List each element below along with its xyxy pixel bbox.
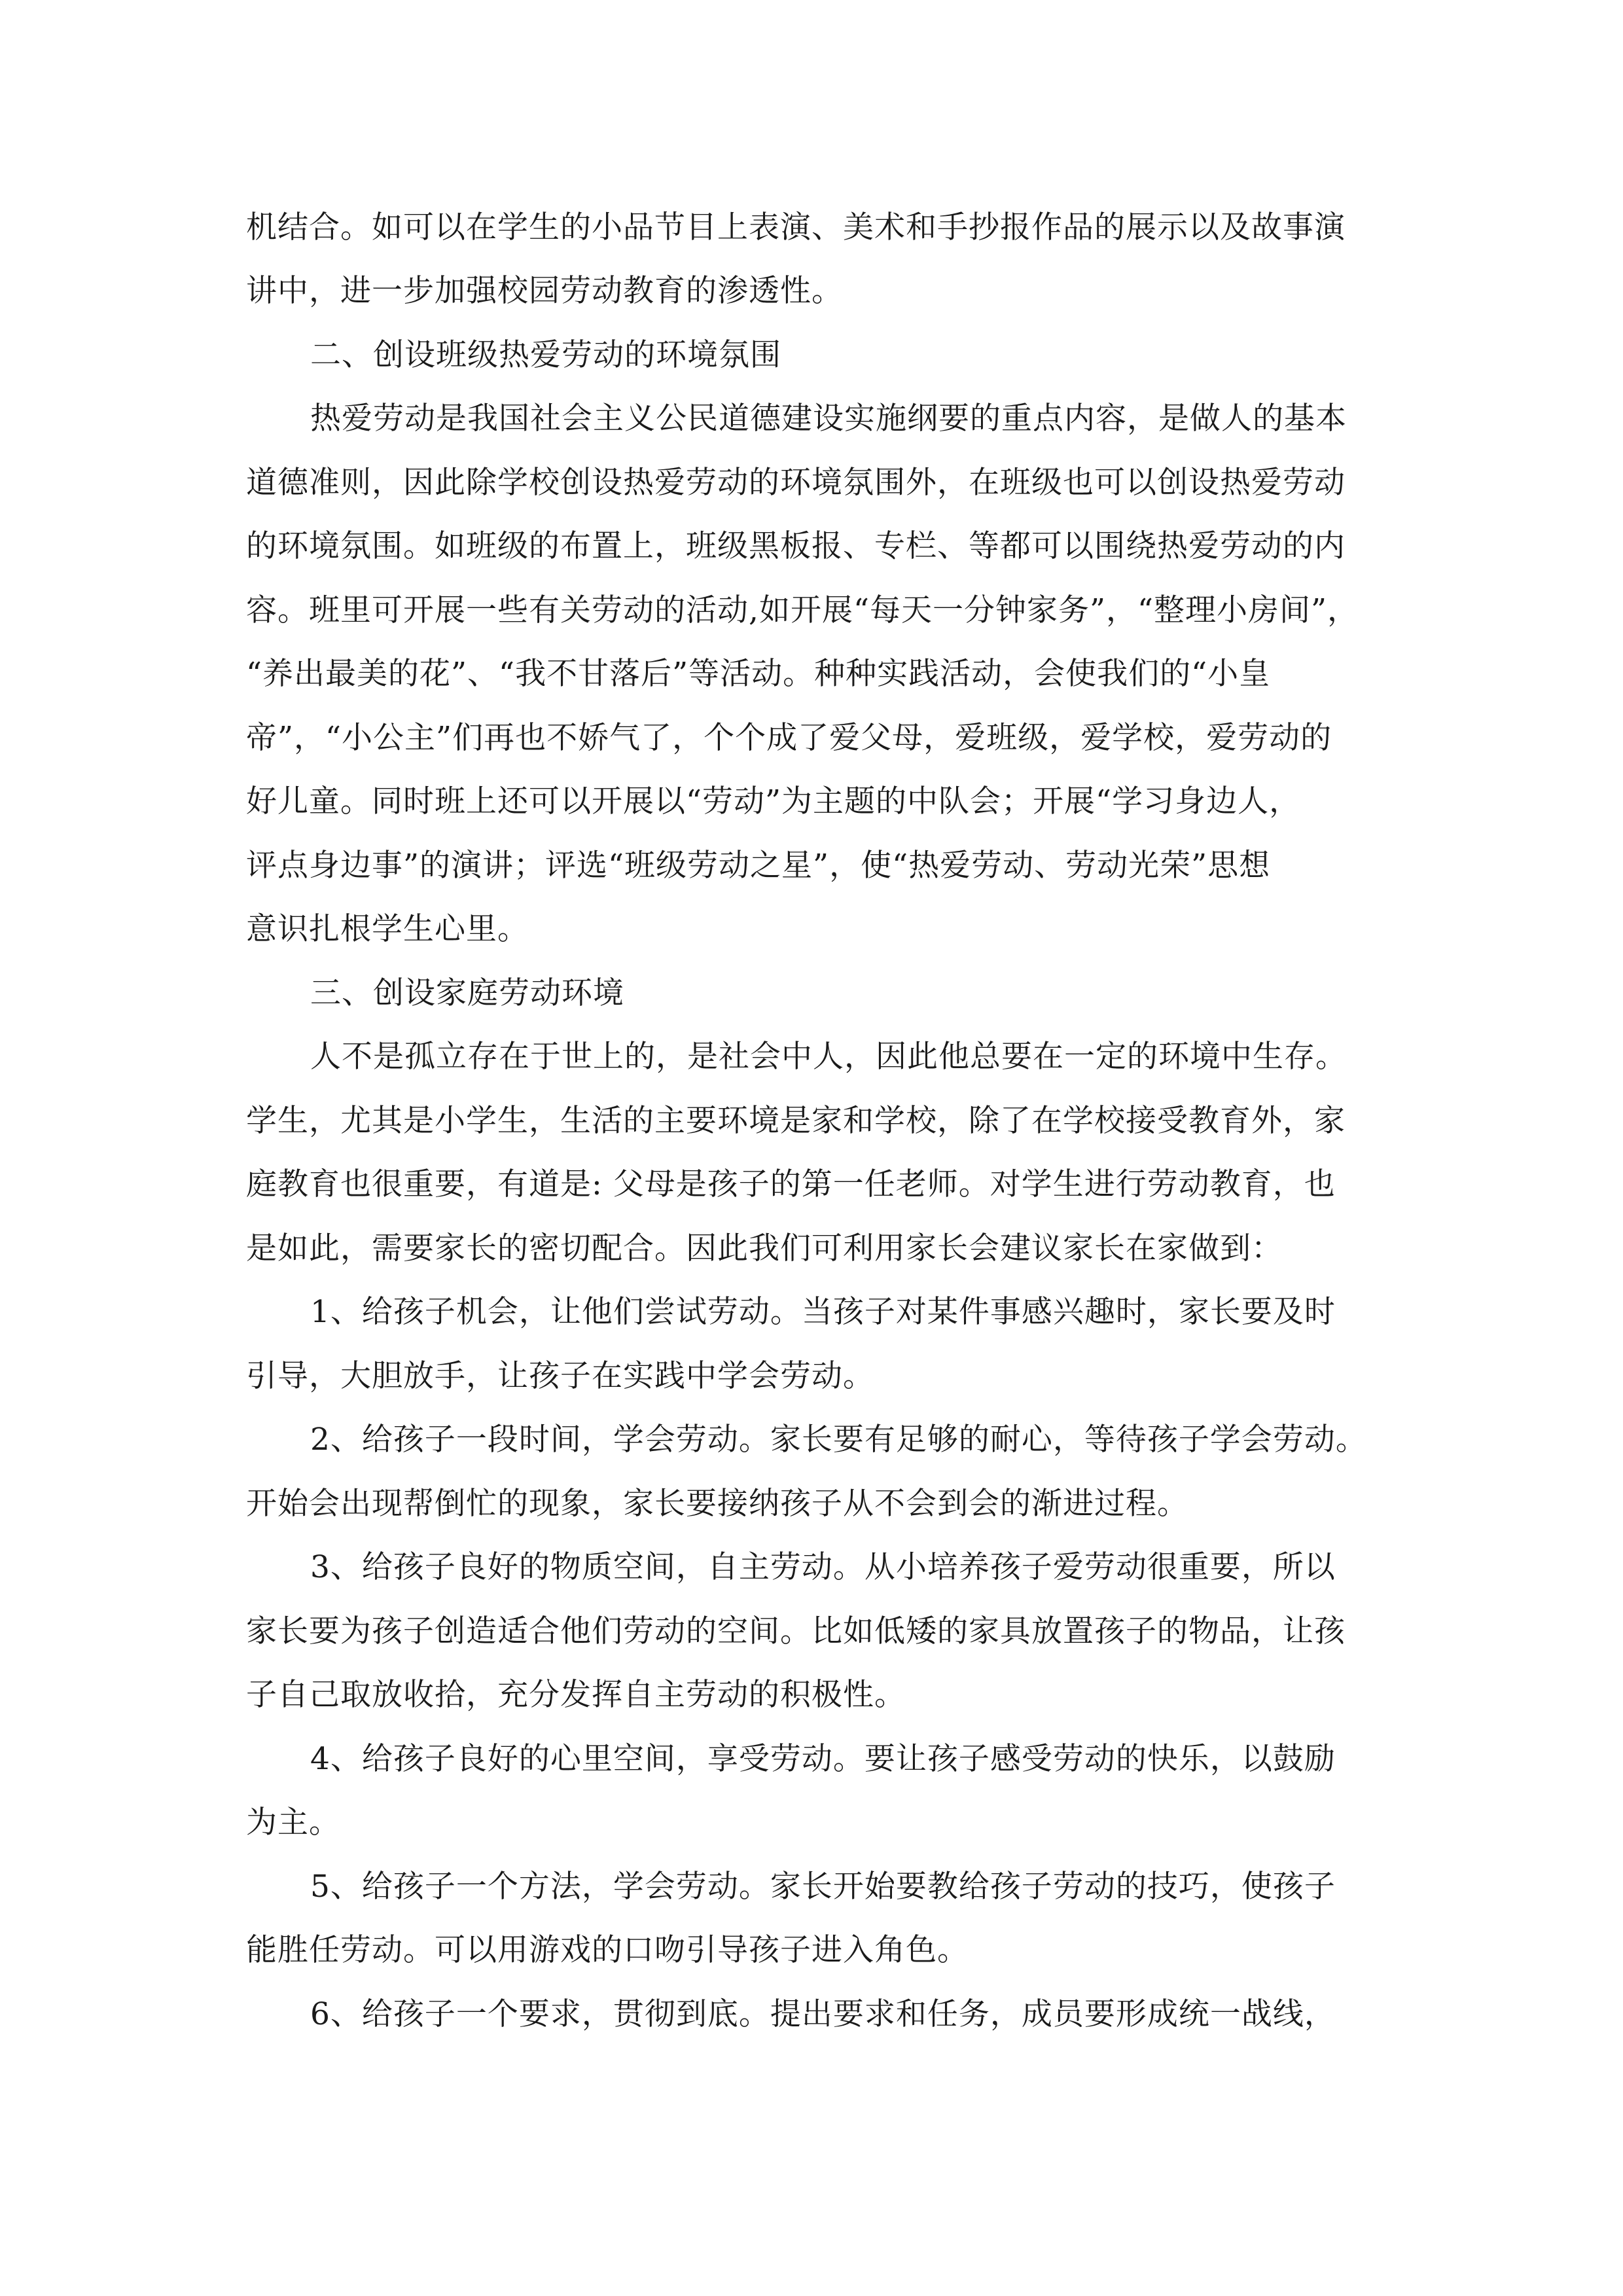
list-item: 3、给孩子良好的物质空间，自主劳动。从小培养孩子爱劳动很重要，所以 xyxy=(310,1549,1336,1585)
list-item: 1、给孩子机会，让他们尝试劳动。当孩子对某件事感兴趣时，家长要及时 xyxy=(310,1294,1336,1330)
text-line: 子自己取放收拾，充分发挥自主劳动的积极性。 xyxy=(246,1677,906,1713)
text-line: 意识扎根学生心里。 xyxy=(246,911,529,947)
text-line: 容。班里可开展一些有关劳动的活动,如开展“每天一分钟家务”，“整理小房间”， xyxy=(246,592,1359,628)
list-item: 4、给孩子良好的心里空间，享受劳动。要让孩子感受劳动的快乐，以鼓励 xyxy=(310,1741,1336,1777)
text-line: 能胜任劳动。可以用游戏的口吻引导孩子进入角色。 xyxy=(246,1932,969,1968)
text-line: “养出最美的花”、“我不甘落后”等活动。种种实践活动，会使我们的“小皇 xyxy=(246,656,1271,692)
text-line: 好儿童。同时班上还可以开展以“劳动”为主题的中队会；开展“学习身边人， xyxy=(246,783,1301,819)
text-line: 道德准则，因此除学校创设热爱劳动的环境氛围外，在班级也可以创设热爱劳动 xyxy=(246,465,1346,501)
section-heading: 二、创设班级热爱劳动的环境氛围 xyxy=(310,337,781,373)
text-line: 家长要为孩子创造适合他们劳动的空间。比如低矮的家具放置孩子的物品，让孩 xyxy=(246,1613,1346,1649)
text-line: 学生，尤其是小学生，生活的主要环境是家和学校，除了在学校接受教育外，家 xyxy=(246,1103,1346,1139)
text-line: 开始会出现帮倒忙的现象，家长要接纳孩子从不会到会的渐进过程。 xyxy=(246,1486,1188,1522)
text-line: 引导，大胆放手，让孩子在实践中学会劳动。 xyxy=(246,1358,874,1394)
text-line: 是如此，需要家长的密切配合。因此我们可利用家长会建议家长在家做到： xyxy=(246,1230,1283,1266)
section-heading: 三、创设家庭劳动环境 xyxy=(310,975,624,1011)
list-item: 5、给孩子一个方法，学会劳动。家长开始要教给孩子劳动的技巧，使孩子 xyxy=(310,1869,1336,1905)
text-line: 讲中，进一步加强校园劳动教育的渗透性。 xyxy=(246,273,843,309)
text-line: 帝”，“小公主”们再也不娇气了，个个成了爱父母，爱班级，爱学校，爱劳动的 xyxy=(246,720,1332,756)
list-item: 2、给孩子一段时间，学会劳动。家长要有足够的耐心，等待孩子学会劳动。 xyxy=(310,1422,1367,1458)
text-line: 人不是孤立存在于世上的，是社会中人，因此他总要在一定的环境中生存。 xyxy=(310,1039,1347,1075)
text-line: 评点身边事”的演讲；评选“班级劳动之星”，使“热爱劳动、劳动光荣”思想 xyxy=(246,848,1271,884)
text-line: 机结合。如可以在学生的小品节目上表演、美术和手抄报作品的展示以及故事演 xyxy=(246,209,1346,245)
text-line: 热爱劳动是我国社会主义公民道德建设实施纲要的重点内容，是做人的基本 xyxy=(310,401,1347,437)
text-line: 的环境氛围。如班级的布置上，班级黑板报、专栏、等都可以围绕热爱劳动的内 xyxy=(246,528,1346,564)
list-item: 6、给孩子一个要求，贯彻到底。提出要求和任务，成员要形成统一战线， xyxy=(310,1996,1336,2032)
text-line: 庭教育也很重要，有道是: 父母是孩子的第一任老师。对学生进行劳动教育，也 xyxy=(246,1166,1336,1202)
text-line: 为主。 xyxy=(246,1804,340,1840)
